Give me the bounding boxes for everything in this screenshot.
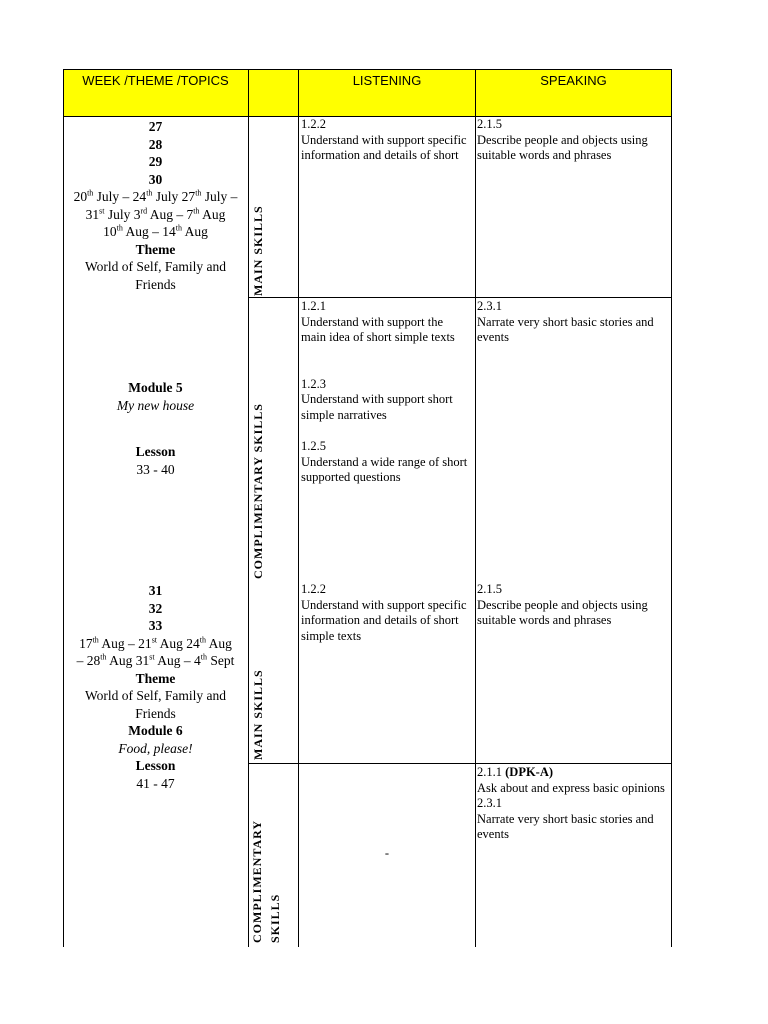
skill-code: 2.1.1 xyxy=(477,765,502,779)
module-title: Food, please! xyxy=(118,740,193,756)
skill-tag: (DPK-A) xyxy=(505,765,554,779)
listening-cell xyxy=(301,299,475,486)
module-label: Module 5 xyxy=(128,380,183,395)
week-dates: – 28th Aug 31st Aug – 4th Sept xyxy=(76,652,235,668)
row-divider xyxy=(248,297,672,298)
skill-code: 2.1.5 xyxy=(477,582,502,596)
speaking-cell xyxy=(477,582,670,629)
listening-cell xyxy=(301,117,473,164)
column-divider xyxy=(298,69,299,947)
lesson-range: 33 - 40 xyxy=(136,461,175,477)
listening-cell xyxy=(301,582,473,644)
skill-code: 1.2.2 xyxy=(301,117,326,131)
complimentary-skills-label: COMPLIMENTARY SKILLS xyxy=(251,403,265,579)
skill-description: Understand with support specific information and details of short simple texts xyxy=(301,597,467,643)
week-number: 27 xyxy=(148,119,163,134)
skill-description: Describe people and objects using suitable words and phrases xyxy=(477,597,648,627)
week-number: 30 xyxy=(148,171,163,187)
week-number: 28 xyxy=(148,136,163,152)
skill-code: 1.2.5 xyxy=(301,439,326,453)
listening-cell-empty: - xyxy=(384,846,390,860)
module-title: My new house xyxy=(116,397,195,413)
skill-code: 2.3.1 xyxy=(477,796,502,810)
skill-description: Understand a wide range of short supported questions xyxy=(301,454,468,484)
lesson-label: Lesson xyxy=(135,444,176,459)
header-listening: LISTENING xyxy=(352,73,422,88)
main-skills-label: MAIN SKILLS xyxy=(251,205,265,296)
skill-code: 1.2.2 xyxy=(301,582,326,596)
skill-description: Narrate very short basic stories and events xyxy=(477,811,654,841)
skill-code: 1.2.3 xyxy=(301,376,326,391)
theme-label: Theme xyxy=(135,241,176,257)
complimentary-skills-label: SKILLS xyxy=(268,893,282,943)
skill-code: 2.1.5 xyxy=(477,117,502,131)
skill-description: Ask about and express basic opinions xyxy=(477,780,665,795)
theme-label: Theme xyxy=(135,670,176,686)
row-divider xyxy=(248,763,672,764)
speaking-cell xyxy=(477,765,670,843)
week-dates: 10th Aug – 14th Aug xyxy=(103,223,208,239)
skill-description: Describe people and objects using suitable words and phrases xyxy=(477,132,648,162)
week-number: 31 xyxy=(148,583,163,598)
skill-code-line xyxy=(477,765,670,781)
week-block-2 xyxy=(63,582,248,792)
week-number: 29 xyxy=(148,154,163,169)
header-week-theme-topics: WEEK /THEME /TOPICS xyxy=(82,73,229,88)
main-skills-label: MAIN SKILLS xyxy=(251,669,265,760)
speaking-cell xyxy=(477,299,670,346)
week-block-1 xyxy=(63,118,248,293)
lesson-range: 41 - 47 xyxy=(136,775,175,791)
week-number: 32 xyxy=(148,600,163,616)
week-dates: 31st July 3rd Aug – 7th Aug xyxy=(85,206,226,222)
column-divider xyxy=(248,69,249,947)
module-label: Module 6 xyxy=(128,723,183,738)
skill-code: 1.2.1 xyxy=(301,299,326,313)
skill-description: Understand with support specific information and details of short xyxy=(301,132,467,162)
table-top-border xyxy=(63,69,672,70)
column-divider xyxy=(475,69,476,947)
skill-description: Understand with support short simple narratives xyxy=(301,392,453,422)
module-block-1 xyxy=(63,379,248,478)
theme-text: World of Self, Family and Friends xyxy=(84,688,227,721)
skill-description: Understand with support the main idea of short simple texts xyxy=(301,314,455,344)
skill-description: Narrate very short basic stories and events xyxy=(477,314,654,344)
speaking-cell xyxy=(477,117,670,164)
header-speaking: SPEAKING xyxy=(540,73,607,88)
week-dates: 20th July – 24th July 27th July – xyxy=(73,188,238,204)
week-number: 33 xyxy=(148,618,163,633)
table-right-border xyxy=(671,69,672,947)
theme-text: World of Self, Family and Friends xyxy=(84,259,227,292)
lesson-label: Lesson xyxy=(135,758,176,773)
complimentary-skills-label: COMPLIMENTARY xyxy=(250,819,264,943)
skill-code: 2.3.1 xyxy=(477,299,502,313)
week-dates: 17th Aug – 21st Aug 24th Aug xyxy=(79,635,232,651)
